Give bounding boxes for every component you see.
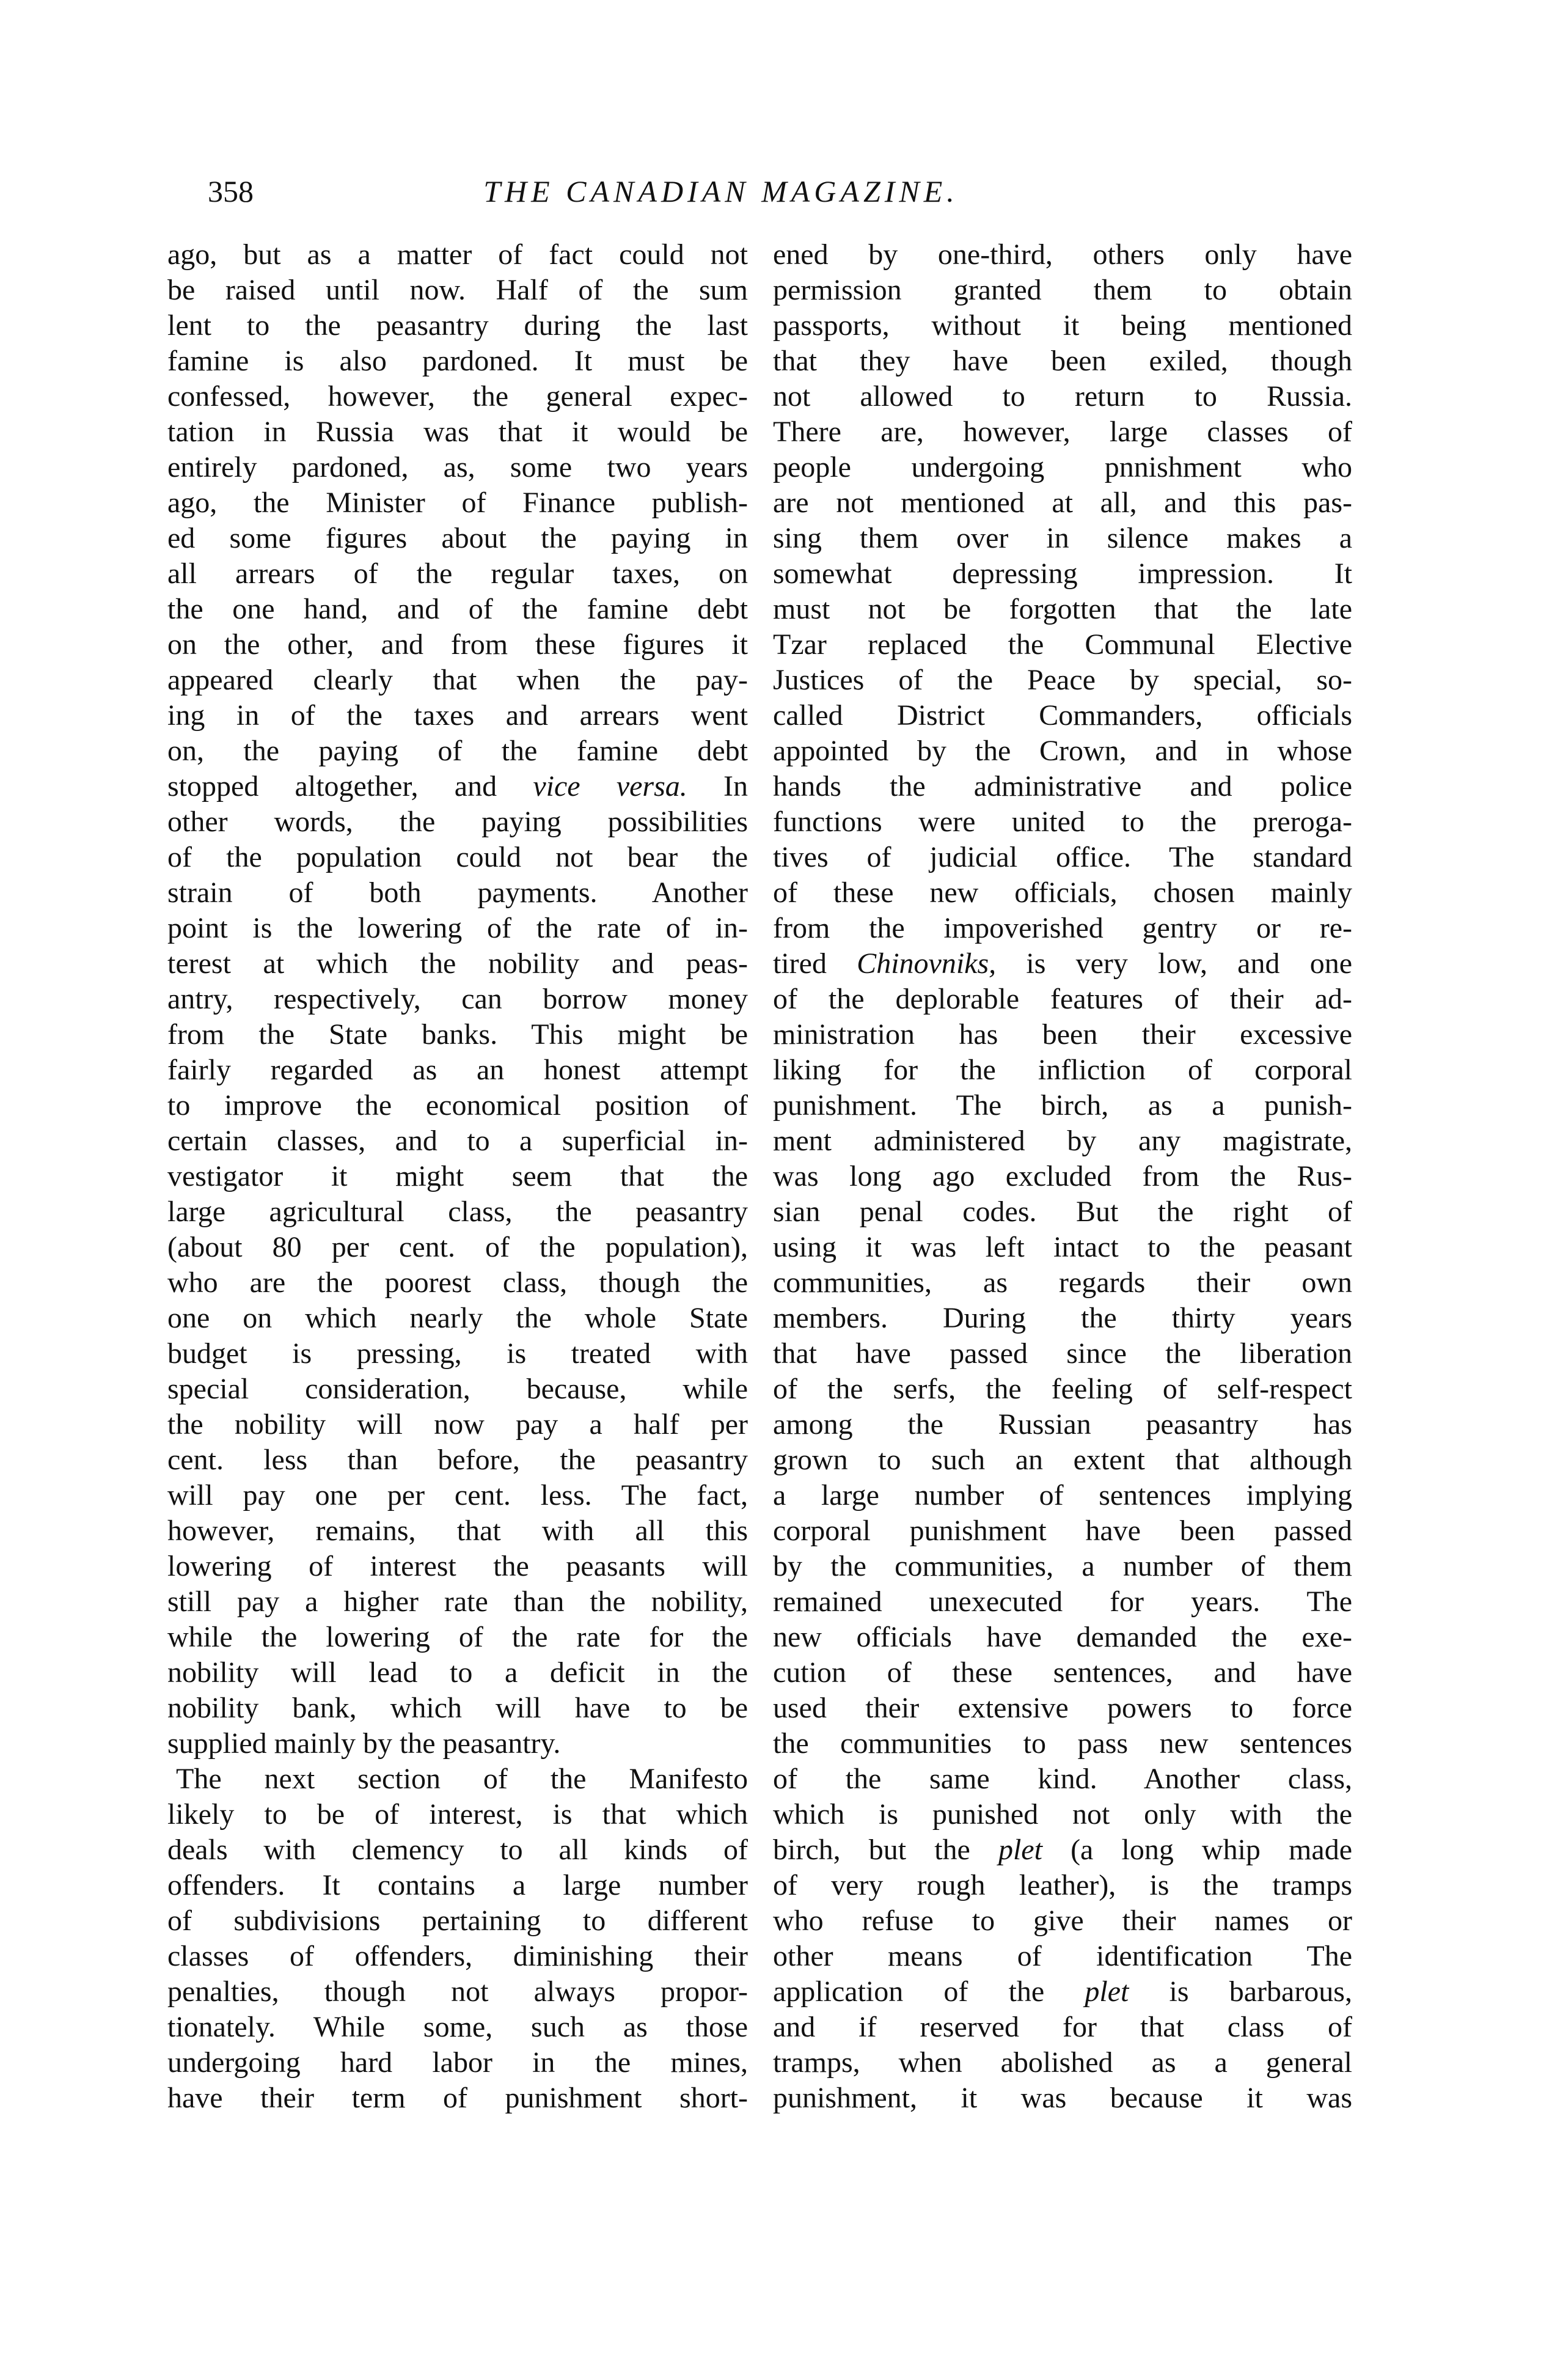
text-line: large agricultural class, the peasantry [167, 1196, 748, 1228]
text-line: offenders. It contains a large number [167, 1869, 748, 1901]
text-line: nobility will lead to a deficit in the [167, 1656, 748, 1689]
text-line: antry, respectively, can borrow money [167, 983, 748, 1015]
text-line: who are the poorest class, though the [167, 1266, 748, 1299]
text-line: There are, however, large classes of [773, 416, 1352, 448]
text-line: ago, the Minister of Finance publish- [167, 487, 748, 519]
text-line: Justices of the Peace by special, so- [773, 664, 1352, 696]
text-line: tives of judicial office. The standard [773, 841, 1352, 873]
text-line: appointed by the Crown, and in whose [773, 735, 1352, 767]
text-line [773, 946, 1352, 982]
text-line: tation in Russia was that it would be [167, 416, 748, 448]
text-line: of the population could not bear the [167, 841, 748, 873]
text-line: from the impoverished gentry or re- [773, 912, 1352, 944]
text-line: deals with clemency to all kinds of [167, 1834, 748, 1866]
text-line: classes of offenders, diminishing their [167, 1940, 748, 1972]
text-line: that they have been exiled, though [773, 345, 1352, 377]
running-header [0, 170, 1552, 213]
text-line: undergoing hard labor in the mines, [167, 2046, 748, 2079]
text-line: Tzar replaced the Communal Elective [773, 628, 1352, 661]
text-line: while the lowering of the rate for the [167, 1621, 748, 1653]
text-segment: is very low, and one [996, 947, 1352, 980]
text-line: of subdivisions pertaining to different [167, 1904, 748, 1937]
italic-text: plet [998, 1834, 1042, 1866]
text-line: nobility bank, which will have to be [167, 1692, 748, 1724]
text-line: the one hand, and of the famine debt [167, 593, 748, 625]
text-segment: tired [773, 947, 857, 980]
text-line: cution of these sentences, and have [773, 1656, 1352, 1689]
italic-text: vice versa. [533, 770, 687, 803]
text-line: one on which nearly the whole State [167, 1302, 748, 1334]
text-line: which is punished not only with the [773, 1798, 1352, 1831]
text-line: are not mentioned at all, and this pas- [773, 487, 1352, 519]
text-line: fairly regarded as an honest attempt [167, 1054, 748, 1086]
text-line: functions were united to the preroga- [773, 806, 1352, 838]
text-line: of the same kind. Another class, [773, 1763, 1352, 1795]
text-line: entirely pardoned, as, some two years [167, 451, 748, 483]
text-line: terest at which the nobility and peas- [167, 947, 748, 980]
text-line: have their term of punishment short- [167, 2082, 748, 2114]
text-line: supplied mainly by the peasantry. [167, 1727, 561, 1760]
text-line: and if reserved for that class of [773, 2011, 1352, 2043]
text-line: of the serfs, the feeling of self-respect [773, 1373, 1352, 1405]
text-line: passports, without it being mentioned [773, 309, 1352, 342]
text-line: lent to the peasantry during the last [167, 309, 748, 342]
text-line: other means of identification The [773, 1940, 1352, 1972]
text-line: somewhat depressing impression. It [773, 557, 1352, 590]
text-line: tramps, when abolished as a general [773, 2046, 1352, 2079]
text-line: sian penal codes. But the right of [773, 1196, 1352, 1228]
running-title: THE CANADIAN MAGAZINE. [483, 174, 959, 208]
text-line: special consideration, because, while [167, 1373, 748, 1405]
text-line: using it was left intact to the peasant [773, 1231, 1352, 1263]
text-line: by the communities, a number of them [773, 1550, 1352, 1582]
text-line: of these new officials, chosen mainly [773, 876, 1352, 909]
text-line: people undergoing pnnishment who [773, 451, 1352, 483]
text-line: budget is pressing, is treated with [167, 1337, 748, 1370]
text-line: punishment. The birch, as a punish- [773, 1089, 1352, 1122]
text-line: lowering of interest the peasants will [167, 1550, 748, 1582]
text-line: called District Commanders, officials [773, 699, 1352, 732]
text-line: the communities to pass new sentences [773, 1727, 1352, 1760]
text-segment: birch, but the [773, 1834, 998, 1866]
left-text-column [167, 237, 748, 2116]
text-line: ened by one-third, others only have [773, 238, 1352, 271]
text-line: was long ago excluded from the Rus- [773, 1160, 1352, 1192]
text-line: permission granted them to obtain [773, 274, 1352, 306]
text-line: ministration has been their excessive [773, 1018, 1352, 1051]
text-line: on, the paying of the famine debt [167, 735, 748, 767]
text-line: tionately. While some, such as those [167, 2011, 748, 2043]
text-line: ago, but as a matter of fact could not [167, 238, 748, 271]
text-line: still pay a higher rate than the nobility, [167, 1585, 748, 1618]
text-line: on the other, and from these figures it [167, 628, 748, 661]
text-line: all arrears of the regular taxes, on [167, 557, 748, 590]
text-line: other words, the paying possibilities [167, 806, 748, 838]
text-line: cent. less than before, the peasantry [167, 1444, 748, 1476]
text-line: of very rough leather), is the tramps [773, 1869, 1352, 1901]
text-line: grown to such an extent that although [773, 1444, 1352, 1476]
text-line: new officials have demanded the exe- [773, 1621, 1352, 1653]
text-line: liking for the infliction of corporal [773, 1054, 1352, 1086]
text-line: members. During the thirty years [773, 1302, 1352, 1334]
text-line [773, 1974, 1352, 2010]
text-line [167, 769, 748, 804]
page-number: 358 [208, 174, 254, 208]
text-segment: In [687, 770, 748, 803]
text-line: likely to be of interest, is that which [167, 1798, 748, 1831]
text-line: vestigator it might seem that the [167, 1160, 748, 1192]
text-line: will pay one per cent. less. The fact, [167, 1479, 748, 1511]
text-line: ment administered by any magistrate, [773, 1125, 1352, 1157]
text-line: remained unexecuted for years. The [773, 1585, 1352, 1618]
text-line: strain of both payments. Another [167, 876, 748, 909]
italic-text: plet [1085, 1975, 1129, 2008]
text-line: be raised until now. Half of the sum [167, 274, 748, 306]
text-line: who refuse to give their names or [773, 1904, 1352, 1937]
text-segment: is barbarous, [1129, 1975, 1352, 2008]
text-line: used their extensive powers to force [773, 1692, 1352, 1724]
text-line: certain classes, and to a superficial in- [167, 1125, 748, 1157]
text-line: a large number of sentences implying [773, 1479, 1352, 1511]
text-line: among the Russian peasantry has [773, 1408, 1352, 1441]
text-line: hands the administrative and police [773, 770, 1352, 803]
right-text-column [773, 237, 1352, 2116]
text-line: must not be forgotten that the late [773, 593, 1352, 625]
text-segment: application of the [773, 1975, 1085, 2008]
text-line: point is the lowering of the rate of in- [167, 912, 748, 944]
text-line [773, 1832, 1352, 1868]
text-line: ing in of the taxes and arrears went [167, 699, 748, 732]
text-line: ed some figures about the paying in [167, 522, 748, 554]
text-line: to improve the economical position of [167, 1089, 748, 1122]
text-line: the nobility will now pay a half per [167, 1408, 748, 1441]
text-line: communities, as regards their own [773, 1266, 1352, 1299]
text-line: The next section of the Manifesto [176, 1763, 748, 1795]
text-line: not allowed to return to Russia. [773, 380, 1352, 413]
text-line: however, remains, that with all this [167, 1515, 748, 1547]
italic-text: Chinovniks, [857, 947, 997, 980]
text-line: corporal punishment have been passed [773, 1515, 1352, 1547]
text-line: appeared clearly that when the pay- [167, 664, 748, 696]
text-line: penalties, though not always propor- [167, 1975, 748, 2008]
text-line: that have passed since the liberation [773, 1337, 1352, 1370]
text-segment: (a long whip made [1042, 1834, 1352, 1866]
text-line: sing them over in silence makes a [773, 522, 1352, 554]
text-line: of the deplorable features of their ad- [773, 983, 1352, 1015]
text-segment: stopped altogether, and [167, 770, 533, 803]
text-line: confessed, however, the general expec- [167, 380, 748, 413]
text-line: punishment, it was because it was [773, 2082, 1352, 2114]
text-line: (about 80 per cent. of the population), [167, 1231, 748, 1263]
text-line: from the State banks. This might be [167, 1018, 748, 1051]
text-line: famine is also pardoned. It must be [167, 345, 748, 377]
